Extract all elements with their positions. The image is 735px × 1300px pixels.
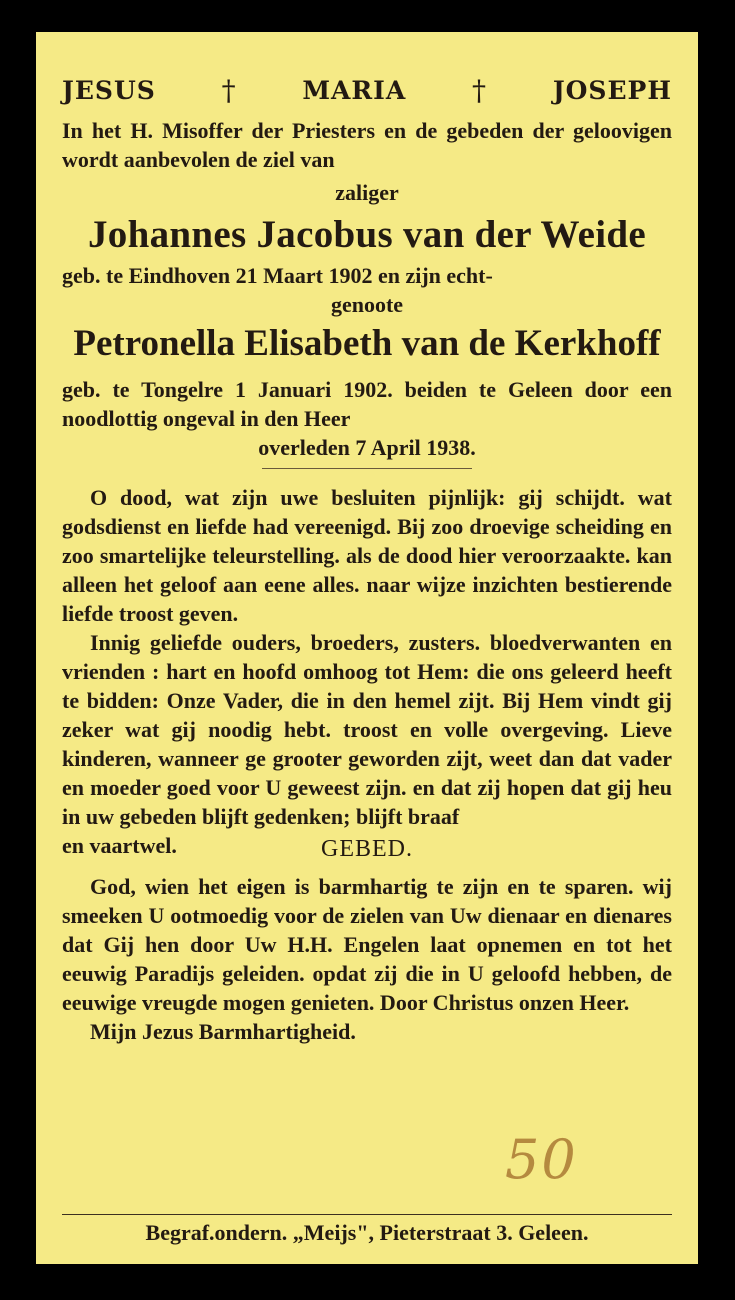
footer-undertaker: Begraf.ondern. „Meijs", Pieterstraat 3. Geleen. [145,1220,589,1245]
birth-info-1: geb. te Eindhoven 21 Maart 1902 en zijn echt- [62,263,493,288]
footer-divider [62,1214,672,1215]
cross-icon: † [221,73,237,107]
deceased-name-2: Petronella Elisabeth van de Kerkhoff [73,323,661,364]
birth-info-2: geb. te Tongelre 1 Januari 1902. beiden te Geleen door een noodlottig ongeval in den Heer [62,377,672,431]
header-joseph: JOSEPH [552,75,672,105]
prayer-text: God, wien het eigen is barmhartig te zijn en te sparen. wij smeeken U ootmoedig voor de zielen van Uw dienaar en dienares dat Gij hen door Uw H.H. Engelen laat opnemen en tot het eeuwig Paradijs geleiden. opdat zij die in U geloofd hebben, de eeuwige vreugde mogen genieten. Door Christus onzen Heer. [62,874,672,1015]
paragraph-2-end-row [62,831,672,860]
paragraph-2: Innig geliefde ouders, broeders, zusters. bloedverwanten en vrienden : hart en hoofd omhoog tot Hem: die ons geleerd heeft te bidden: Onze Vader, die in den hemel zijt. Bij Hem vindt gij zeker wat gij noodig hebt. troost en volle overgeving. Lieve kinderen, wanneer ge grooter geworden zijt, weet dan dat vader en moeder goed voor U geweest zijn. en dat zij hopen dat gij heu in uw gebeden blijft gedenken; blijft braaf [62,630,672,829]
death-date: overleden 7 April 1938. [258,435,476,460]
birth-info-1-end: genoote [330,292,404,317]
header-jesus: JESUS [62,75,156,105]
paragraph-1: O dood, wat zijn uwe besluiten pijnlijk: gij schijdt. wat godsdienst en liefde had vereenigd. Bij zoo droevige scheiding en zoo smartelijke teleurstelling. als de dood hier veroorzaakte. kan alleen het geloof aan eene alles. naar wijze inzichten bestierende liefde troost geven. [62,485,672,626]
header-maria: MARIA [302,75,407,105]
closing-line: Mijn Jezus Barmhartigheid. [90,1019,356,1044]
divider [262,468,472,469]
handwritten-number: 50 [505,1128,578,1191]
paragraph-2-end: en vaartwel. [62,833,177,858]
prayer-title: GEBED. [321,836,413,862]
header-row [62,68,672,112]
memorial-card [36,32,698,1264]
intro-end: zaliger [335,180,399,205]
cross-icon: † [472,73,488,107]
deceased-name-1: Johannes Jacobus van der Weide [87,213,646,256]
intro-text: In het H. Misoffer der Priesters en de gebeden der geloovigen wordt aanbevolen de ziel van [62,118,672,172]
